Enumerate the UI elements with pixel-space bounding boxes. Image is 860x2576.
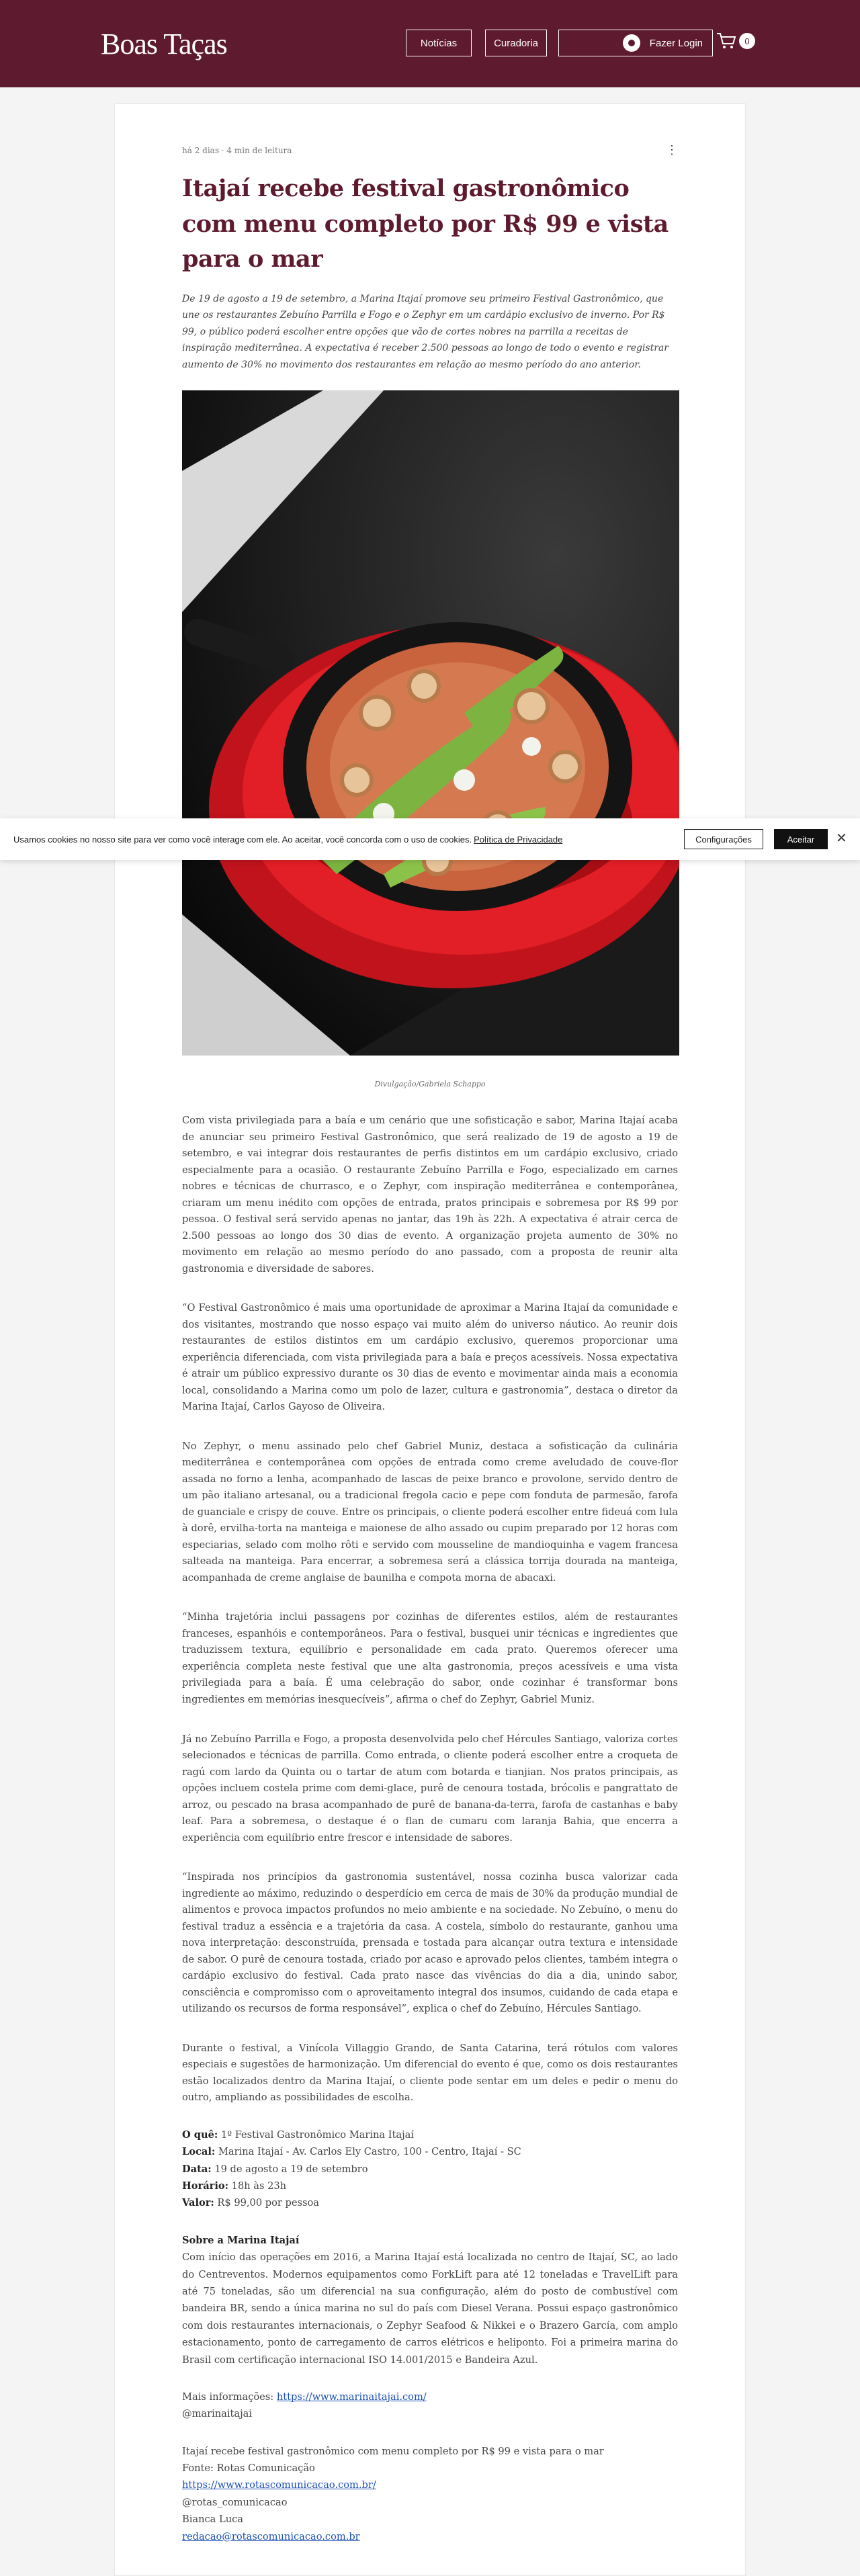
post-lead: De 19 de agosto a 19 de setembro, a Marina Itajaí promove seu primeiro Festival Gastronômico, que une os restaurantes Zebuíno Parrilla e Fogo e o Zephyr em um cardápio exclusivo de inverno. Por R$ 99, o público poderá escolher entre opções que vão de cortes nobres na parrilla a receitas de inspiração mediterrânea. A expectativa é receber 2.500 pessoas ao longo de todo o evento e registrar aumento de 30% no movimento dos restaurantes em relação ao mesmo período do ano anterior.: [182, 293, 669, 370]
paragraph: “Inspirada nos princípios da gastronomia sustentável, nossa cozinha busca valorizar cada ingrediente ao máximo, reduzindo o desperdício em cerca de mais de 30% da produção mundial de alimentos e provoca impactos profundos no meio ambiente e na sociedade. No Zebuíno, o menu do festival traduz a essência e a trajetória da casa. A costela, símbolo do restaurante, ganhou uma nova interpretação: desconstruída, prensada e tostada para alcançar outra textura e intensidade de sabor. O purê de cenoura tostada, criado por acaso e aprovado pelos clientes, também integra o cardápio exclusivo do festival. Cada prato nasce das vivências do dia a dia, unindo sabor, consciência e compromisso com o aproveitamento integral dos insumos, cuidando de cada etapa e utilizando os recursos de forma responsável”, explica o chef do Zebuíno, Hércules Santiago.: [182, 1871, 678, 2015]
cookie-settings-button[interactable]: Configurações: [684, 829, 763, 849]
post-date: há 2 dias · 4 min de leitura: [182, 146, 292, 155]
post-card: [114, 103, 746, 2576]
site-logo[interactable]: Boas Taças: [101, 27, 227, 60]
nav-curadoria[interactable]: Curadoria: [485, 30, 547, 56]
source-link[interactable]: https://www.rotascomunicacao.com.br/: [182, 2479, 376, 2491]
paragraph: Já no Zebuíno Parrilla e Fogo, a proposta desenvolvida pelo chef Hércules Santiago, valoriza cortes selecionados e técnicas de parrilla. Como entrada, o cliente poderá escolher entre a croqueta de ragú com lardo da Quinta ou o tartar de atum com botarda e tianjian. Nos pratos principais, as opções incluem costela prime com demi-glace, purê de cenoura tostada, brócolis e pangrattato de arroz, ou pescado na brasa acompanhado de purê de banana-da-terra, farofa de castanhas e baby leaf. Para a sobremesa, o destaque é o flan de cumaru com laranja Bahia, que encerra a experiência com equilíbrio entre frescor e intensidade de sabores.: [182, 1733, 678, 1844]
credit-source: Fonte: Rotas Comunicação: [182, 2462, 315, 2475]
info-row: Valor: R$ 99,00 por pessoa: [182, 2197, 319, 2209]
about-text: Com início das operações em 2016, a Marina Itajaí está localizada no centro de Itajaí, SC, ao lado do Centreventos. Modernos equipamentos como ForkLift para até 12 toneladas e TravelLift para até 75 toneladas, são um diferencial na sua configuração, além do posto de combustível com bandeira BR, sendo a única marina no sul do país com Diesel Verana. Possui espaço gastronômico com dois restaurantes internacionais, o Zephyr Seafood & Nikkei e o Brazero García, com amplo estacionamento, ponto de carregamento de carros elétricos e heliponto. Foi a primeira marina do Brasil com certificação internacional ISO 14.001/2015 e Bandeira Azul.: [182, 2251, 678, 2366]
info-row: Data: 19 de agosto a 19 de setembro: [182, 2163, 368, 2175]
privacy-policy-link[interactable]: Política de Privacidade: [474, 834, 563, 845]
paragraph: “O Festival Gastronômico é mais uma oportunidade de aproximar a Marina Itajaí da comunidade e dos visitantes, mostrando que nosso espaço vai muito além do universo náutico. Ao reunir dois restaurantes de estilos distintos em um cardápio exclusivo, queremos proporcionar uma experiência diferenciada, com vista privilegiada para a baía e preços acessíveis. Nossa expectativa é atrair um público expressivo durante os 30 dias de evento e movimentar ainda mais a economia local, consolidando a Marina como um polo de lazer, cultura e gastronomia”, destaca o diretor da Marina Itajaí, Carlos Gayoso de Oliveira.: [182, 1302, 678, 1413]
paragraph: Com vista privilegiada para a baía e um cenário que une sofisticação e sabor, Marina Itajaí acaba de anunciar seu primeiro Festival Gastronômico, que será realizado de 19 de agosto a 19 de setembro, e vai integrar dois restaurantes de perfis distintos em um cardápio exclusivo, criado especialmente para a ocasião. O restaurante Zebuíno Parrilla e Fogo, especializado em carnes nobres e técnicas de churrasco, e o Zephyr, com inspiração mediterrânea e contemporânea, criaram um menu inédito com opções de entrada, pratos principais e sobremesa por R$ 99 por pessoa. O festival será servido apenas no jantar, das 19h às 22h. A expectativa é atrair cerca de 2.500 pessoas ao longo dos 30 dias de evento. A organização projeta aumento de 30% no movimento em relação ao mesmo período do ano passado, com a proposta de reunir alta gastronomia e diversidade de sabores.: [182, 1115, 678, 1275]
cookie-accept-button[interactable]: Aceitar: [774, 829, 828, 849]
cart-icon: [716, 32, 736, 50]
hero-image: [182, 390, 679, 1056]
user-icon: [623, 34, 640, 52]
marina-link[interactable]: https://www.marinaitajai.com/: [276, 2391, 427, 2403]
about-title: Sobre a Marina Itajaí: [182, 2234, 300, 2246]
paragraph: Durante o festival, a Vinícola Villaggio Grando, de Santa Catarina, terá rótulos com valores especiais e sugestões de harmonização. Um diferencial do evento é que, como os dois restaurantes estão localizados dentro da Marina Itajaí, o cliente pode sentar em um deles e pedir o menu do outro, ampliando as possibilidades de escolha.: [182, 2042, 678, 2104]
login-button[interactable]: [558, 30, 713, 56]
source-instagram: @rotas_comunicacao: [182, 2496, 288, 2508]
nav-noticias[interactable]: Notícias: [406, 30, 472, 56]
info-row: O quê: 1º Festival Gastronômico Marina Itajaí: [182, 2129, 414, 2141]
instagram-handle: @marinaitajai: [182, 2408, 253, 2420]
about-section: [182, 2232, 678, 2368]
credit-title: Itajaí recebe festival gastronômico com menu completo por R$ 99 e vista para o mar: [182, 2445, 604, 2457]
cart-count: 0: [739, 33, 755, 49]
author-email[interactable]: redacao@rotascomunicacao.com.br: [182, 2530, 360, 2542]
site-header: [0, 0, 860, 87]
credits: [182, 2443, 678, 2545]
cart-button[interactable]: [716, 32, 755, 50]
info-row: Local: Marina Itajaí - Av. Carlos Ely Castro, 100 - Centro, Itajaí - SC: [182, 2146, 521, 2158]
post-title: Itajaí recebe festival gastronômico com menu completo por R$ 99 e vista para o mar: [182, 175, 669, 273]
info-row: Horário: 18h às 23h: [182, 2180, 287, 2192]
event-info: [182, 2127, 678, 2212]
post-meta: [182, 144, 678, 157]
cookie-banner: [0, 818, 860, 860]
more-info: Mais informações: https://www.marinaitajai.com/ @marinaitajai: [182, 2389, 678, 2423]
author-name: Bianca Luca: [182, 2514, 243, 2526]
image-caption: Divulgação/Gabriela Schappo: [374, 1080, 486, 1088]
cookie-text: Usamos cookies no nosso site para ver como você interage com ele. Ao aceitar, você concorda com o uso de cookies.: [13, 834, 472, 845]
paragraph: No Zephyr, o menu assinado pelo chef Gabriel Muniz, destaca a sofisticação da culinária mediterrânea e contemporânea com opções de entrada como creme aveludado de couve-flor assada no forno a lenha, acompanhado de lascas de peixe branco e provolone, servido dentro de um pão italiano artesanal, ou a tradicional fregola cacio e pepe com fonduta de parmesão, farofa de guanciale e crispy de couve. Entre os principais, o cliente poderá escolher entre fideuá com lula à dorê, ervilha-torta na manteiga e maionese de alho assado ou cupim preparado por 12 horas com especiarias, selado com molho rôti e servido com mousseline de mandioquinha e vagem francesa salteada na manteiga. Para encerrar, a sobremesa será a clássica torrija dourada na manteiga, acompanhada de creme anglaise de baunilha e compota morna de abacaxi.: [182, 1440, 678, 1584]
more-options-icon[interactable]: ⋮: [666, 143, 678, 157]
post-body: [182, 1113, 678, 2106]
close-icon[interactable]: ✕: [836, 831, 847, 846]
login-label: Fazer Login: [649, 37, 703, 49]
dish-photo: [182, 390, 679, 1056]
main-nav: [406, 30, 713, 56]
paragraph: “Minha trajetória inclui passagens por cozinhas de diferentes estilos, além de restaurantes franceses, espanhóis e contemporâneos. Para o festival, busquei unir técnicas e ingredientes que traduzissem textura, equilíbrio e personalidade em cada prato. Queremos oferecer uma experiência completa neste festival que une alta gastronomia, preços acessíveis e uma vista privilegiada para a baía. É uma celebração do sabor, onde cozinhar é transformar bons ingredientes em memórias inesquecíveis”, afirma o chef do Zephyr, Gabriel Muniz.: [182, 1611, 678, 1705]
